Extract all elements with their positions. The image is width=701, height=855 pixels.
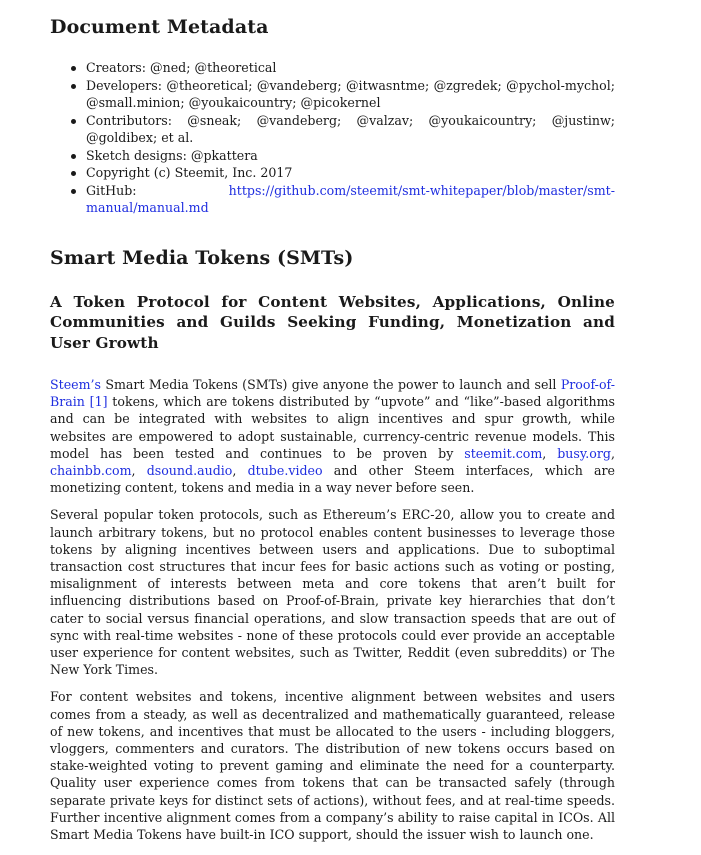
- metadata-label: Sketch designs:: [86, 147, 187, 163]
- metadata-value: @theoretical; @vandeberg; @itwasntme; @zgredek; @pychol-mychol; @small.minion; @youkaicountry; @picokernel: [86, 77, 615, 110]
- steemit-link[interactable]: steemit.com: [464, 445, 543, 461]
- metadata-item-copyright: [50, 164, 615, 182]
- metadata-item-sketch-designs: [50, 147, 615, 165]
- paragraph-intro: [50, 376, 615, 496]
- metadata-label: Developers:: [86, 77, 162, 93]
- metadata-heading: Document Metadata: [50, 16, 269, 38]
- metadata-value: @sneak; @vandeberg; @valzav; @youkaicountry; @justinw; @goldibex; et al.: [86, 112, 615, 145]
- separator-text: ,: [131, 463, 147, 479]
- chainbb-link[interactable]: chainbb.com: [50, 463, 132, 479]
- steem-link[interactable]: Steem’s: [50, 377, 102, 392]
- metadata-item-creators: [50, 59, 615, 77]
- paragraph-incentives: For content websites and tokens, incentive alignment between websites and users comes from a steady, as well as decentralized and mathematically guaranteed, release of new tokens, and incentives that must be allocated to the users - including bloggers, vloggers, commenters and curators. The distribution of new tokens occurs based on stake-weighted voting to prevent gaming and eliminate the need for a counterparty. Quality user experience comes from tokens that can be transacted safely (through separate private keys for distinct sets of actions), without fees, and at real-time speeds. Further incentive alignment comes from a company’s ability to raise capital in ICOs. All Smart Media Tokens have built-in ICO support, should the issuer wish to launch one.: [50, 689, 615, 843]
- dtube-link[interactable]: dtube.video: [247, 463, 323, 479]
- paragraph-text: and other Steem interfaces, which are monetizing content, tokens and media in a way never before seen.: [50, 463, 615, 496]
- metadata-value: @pkattera: [190, 147, 258, 163]
- separator-text: ,: [542, 445, 558, 461]
- busy-link[interactable]: busy.org: [557, 445, 611, 461]
- metadata-value: (c) Steemit, Inc. 2017: [153, 165, 293, 180]
- separator-text: ,: [610, 445, 615, 461]
- dsound-link[interactable]: dsound.audio: [146, 463, 233, 479]
- metadata-list: [50, 59, 615, 217]
- separator-text: ,: [232, 463, 248, 479]
- paragraph-protocols: Several popular token protocols, such as Ethereum’s ERC-20, allow you to create and launch arbitrary tokens, but no protocol enables content businesses to leverage those tokens by aligning incentives between users and applications. Due to suboptimal transaction cost structures that incur fees for basic actions such as voting or posting, misalignment of interests between meta and core tokens that aren’t built for influencing distributions based on Proof-of-Brain, private key hierarchies that don’t cater to social versus financial operations, and slow transaction speeds that are out of sync with real-time websites - none of these protocols could ever provide an acceptable user experience for content websites, such as Twitter, Reddit (even subreddits) or The New York Times.: [50, 507, 615, 678]
- github-link[interactable]: https://github.com/steemit/smt-whitepaper/blob/master/smt-manual/manual.md: [86, 182, 615, 215]
- metadata-item-contributors: [50, 112, 615, 147]
- paragraph-text: tokens, which are tokens distributed by “upvote” and “like”-based algorithms and can be integrated with websites to align incentives and spur growth, while websites are empowered to adopt sustainable, currency-centric revenue models. This model has been tested and continues to be proven by: [50, 394, 615, 461]
- metadata-item-github: [50, 182, 615, 217]
- paragraph-text: Smart Media Tokens (SMTs) give anyone the power to launch and sell: [101, 377, 561, 392]
- section-title: Smart Media Tokens (SMTs): [50, 246, 354, 269]
- section-subtitle: A Token Protocol for Content Websites, Applications, Online Communities and Guilds Seeking Funding, Monetization and User Growth: [50, 292, 615, 352]
- metadata-label: GitHub:: [86, 182, 137, 198]
- metadata-label: Copyright: [86, 165, 150, 180]
- metadata-label: Contributors:: [86, 112, 172, 128]
- proof-of-brain-link[interactable]: Proof-of-Brain [1]: [50, 377, 615, 410]
- metadata-item-developers: [50, 77, 615, 112]
- metadata-value: @ned; @theoretical: [150, 60, 277, 75]
- metadata-label: Creators:: [86, 60, 146, 75]
